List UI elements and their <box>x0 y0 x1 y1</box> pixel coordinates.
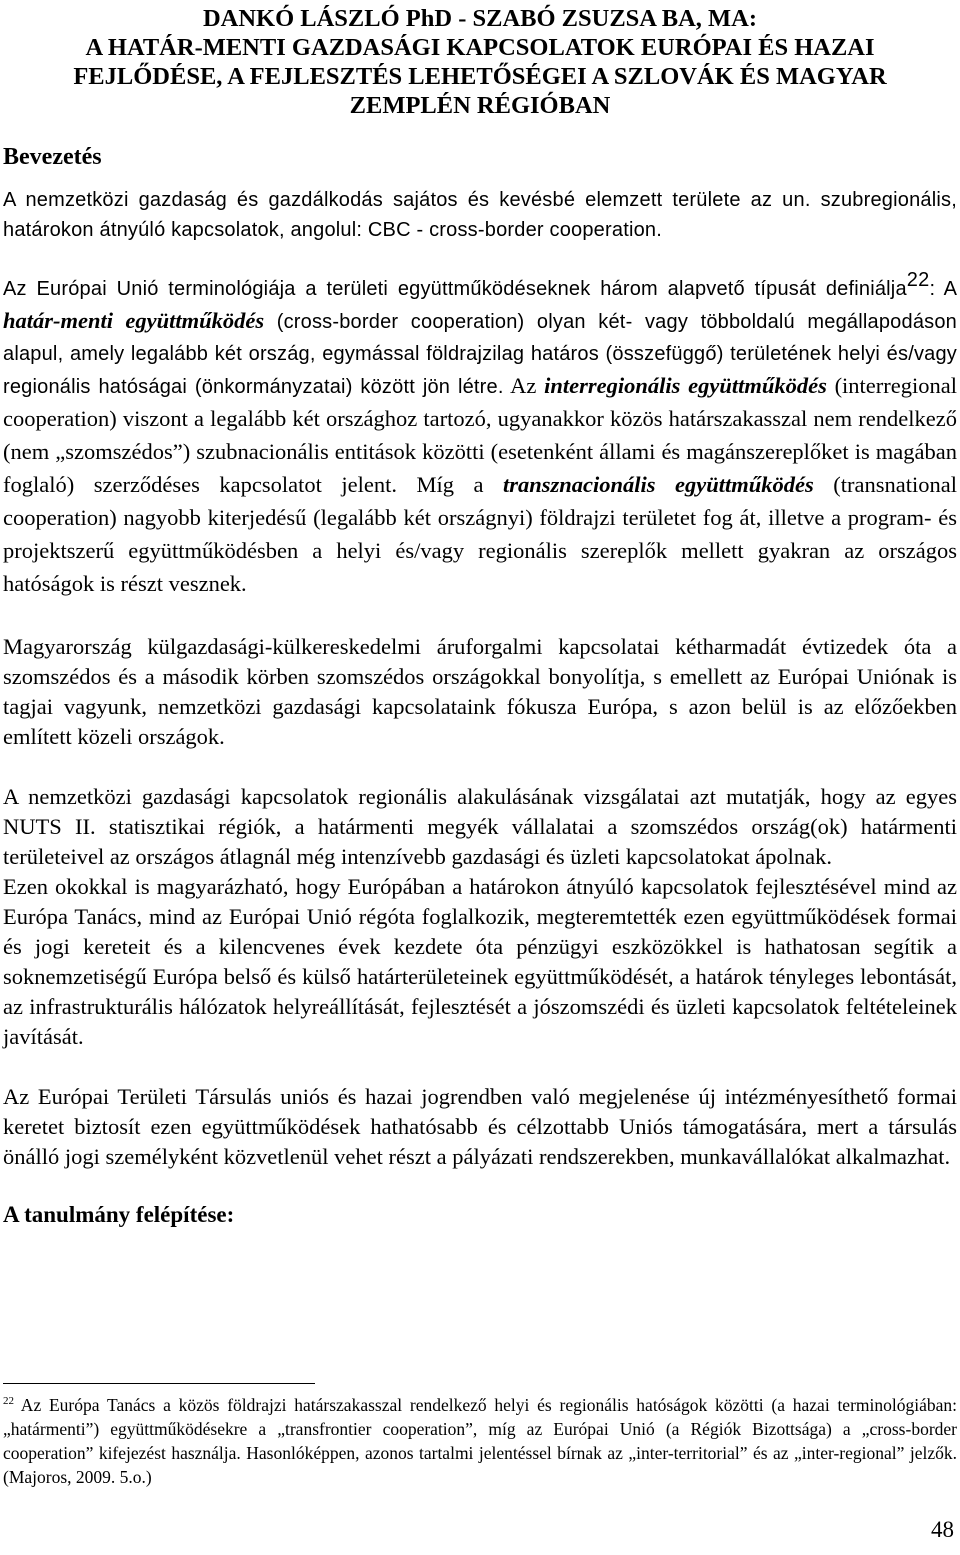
document-page <box>3 0 957 1230</box>
footnote-marker: 22 <box>3 1395 14 1407</box>
paragraph-eu-terminology-text-b: : A <box>929 278 957 300</box>
section-heading-structure: A tanulmány felépítése: <box>3 1202 235 1227</box>
paragraph-egtc: Az Európai Területi Társulás uniós és hazai jogrendben való megjelenése új intézményesíthető formai keretet biztosít ezen együttműködések hathatósabb és célzottabb Uniós támogatására, mert a társulás önálló jogi személyként közvetlenül vehet részt a pályázati rendszerekben, munkavállalókat alkalmazhat. <box>3 1084 957 1169</box>
paragraph-eu-terminology-text-a: Az Európai Unió terminológiája a területi együttműködéseknek három alapvető típusát definiálja <box>3 278 907 300</box>
title-line-4: ZEMPLÉN RÉGIÓBAN <box>349 92 611 119</box>
paragraph-cbc-intro: A nemzetközi gazdaság és gazdálkodás sajátos és kevésbé elemzett területe az un. szubregionális, határokon átnyúló kapcsolatok, angolul: CBC - cross-border cooperation. <box>3 189 957 241</box>
title-line-3: FEJLŐDÉSE, A FEJLESZTÉS LEHETŐSÉGEI A SZLOVÁK ÉS MAGYAR <box>73 63 887 90</box>
paragraph-eu-terminology-text-f: (transnational cooperation) nagyobb kiterjedésű (legalább két országnyi) földrajzi területet fog át, illetve a program- és projektszerű együttműködésben a helyi és/vagy regionális szereplők mellett gyakran az országos hatóságok is részt vesznek. <box>3 472 958 596</box>
paragraph-eu-terminology-text-d: Az <box>503 373 545 398</box>
footnote-text: Az Európa Tanács a közös földrajzi határszakasszal rendelkező helyi és regionális hatóságok közötti (a hazai terminológiában: „határmenti”) együttműködésekre a „transfrontier cooperation”, míg az Európai Unió (a Régiók Bizottsága) a „cross-border cooperation” kifejezést használja. Hasonlóképpen, azonos tartalmi jelentéssel bírnak az „inter-territorial” és az „inter-regional” jelzők. (Majoros, 2009. 5.o.) <box>3 1395 957 1487</box>
footnote-reference[interactable]: 22 <box>906 269 930 291</box>
footnote-separator <box>3 1383 315 1384</box>
paragraph-eu-terminology <box>3 269 958 602</box>
paragraph-nuts-regions: A nemzetközi gazdasági kapcsolatok regionális alakulásának vizsgálatai azt mutatják, hogy az egyes NUTS II. statisztikai régiók, a határmenti megyék vállalatai a szomszédos ország(ok) határmenti területeivel az országos átlagnál még intenzívebb gazdasági és üzleti kapcsolatokat ápolnak. <box>3 784 957 869</box>
paragraph-hungary-trade: Magyarország külgazdasági-külkereskedelmi áruforgalmi kapcsolatai kétharmadát évtizedek óta a szomszédos és a második körben szomszédos országokkal bonyolítja, s emellett az Európai Uniónak is tagjai vagyunk, nemzetközi gazdasági kapcsolataink fókusza Európa, s azon belül is az előzőekben említett közeli országok. <box>3 634 957 749</box>
title-authors: DANKÓ LÁSZLÓ PhD - SZABÓ ZSUZSA BA, MA: <box>202 5 758 32</box>
term-transnational-cooperation: transznacionális együttműködés <box>502 472 814 497</box>
document-title <box>3 4 957 120</box>
paragraph-eu-terminology-text-e: (interregional cooperation) viszont a legalább két országhoz tartozó, ugyanakkor közös határszakasszal nem rendelkező (nem „szomszédos”) szubnacionális entitások közötti (esetenként állami és magánszereplőket is magában foglaló) szerződéses kapcsolatot jelent. Míg a <box>3 373 958 497</box>
title-line-2: A HATÁR-MENTI GAZDASÁGI KAPCSOLATOK EURÓPAI ÉS HAZAI <box>85 34 875 61</box>
paragraph-eu-terminology-text-c: (cross-border cooperation) olyan két- vagy többoldalú megállapodáson alapul, amely legalább két ország, egymással földrajzilag határos (összefüggő) területének helyi és/vagy regionális hatóságai (önkormányzatai) között jön létre. <box>3 311 957 398</box>
term-interregional-cooperation: interregionális együttműködés <box>544 373 827 398</box>
page-number: 48 <box>931 1517 954 1542</box>
section-heading-introduction: Bevezetés <box>3 144 102 170</box>
term-cross-border-cooperation: határ-menti együttműködés <box>3 308 265 333</box>
footnote-22 <box>3 1393 957 1489</box>
paragraph-european-cbc: Ezen okokkal is magyarázható, hogy Európában a határokon átnyúló kapcsolatok fejlesztésével mind az Európa Tanács, mind az Európai Unió régóta foglalkozik, megteremtették ezen együttműködések formai és jogi kereteit és a kilencvenes évek kezdete óta pénzügyi eszközökkel is hathatosan segítik a soknemzetiségű Európa belső és külső határterületeinek együttműködését, a határok tényleges lebontását, az infrastrukturális hálózatok helyreállítását, fejlesztését a jószomszédi és üzleti kapcsolatok feltételeinek javítását. <box>3 874 957 1049</box>
